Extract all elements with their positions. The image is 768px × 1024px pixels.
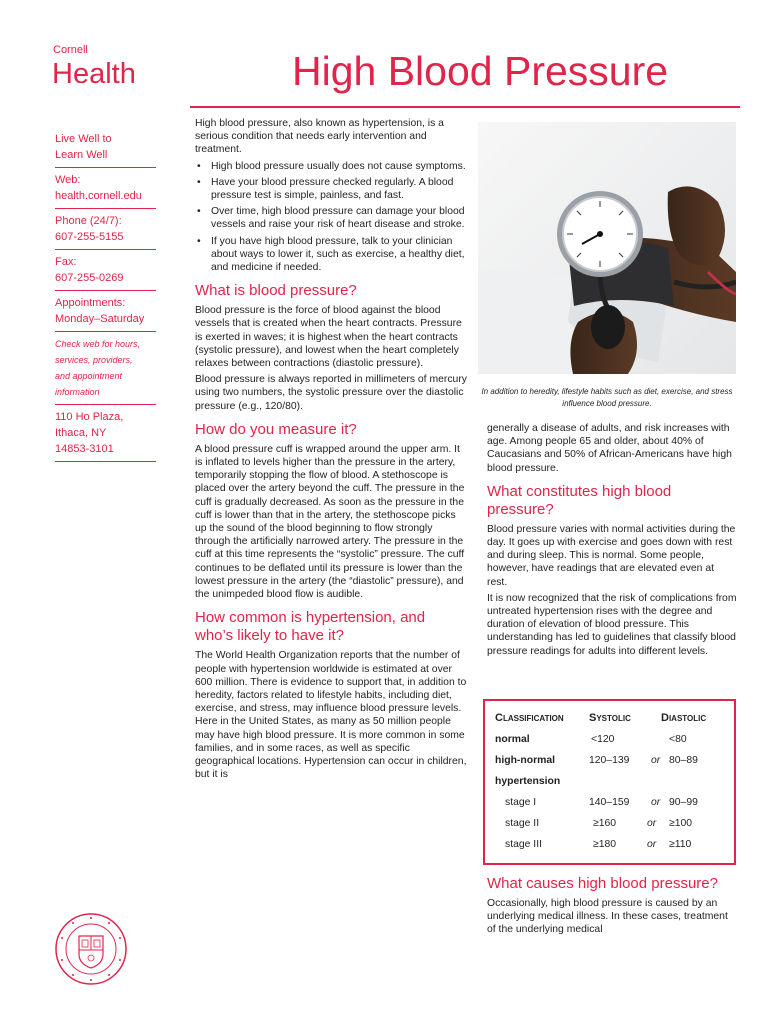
sidebar-note-line: and appointment [55, 371, 123, 381]
main-column-left [195, 117, 467, 784]
fax-number: 607-255-0269 [55, 272, 124, 284]
sidebar-web [55, 171, 156, 209]
table-row-label: normal [495, 734, 530, 745]
photo-caption: In addition to heredity, lifestyle habits such as diet, exercise, and stress influence blood pressure. [481, 387, 733, 408]
table-cell-systolic: <120 [591, 734, 615, 745]
sidebar-tagline [55, 130, 156, 168]
page-title: High Blood Pressure [292, 48, 669, 94]
list-item [195, 176, 467, 202]
sidebar-line: Appointments: [55, 297, 126, 309]
table-cell-or: or [647, 839, 657, 850]
sidebar-contact [55, 130, 156, 465]
section-heading-measure: How do you measure it? [195, 420, 357, 438]
sidebar-line: Phone (24/7): [55, 215, 122, 227]
sidebar-note-line: Check web for hours, [55, 339, 141, 349]
table-header-systolic: Systolic [589, 712, 631, 724]
intro-paragraph: High blood pressure, also known as hypertension, is a serious condition that needs early intervention and treatment. [195, 118, 444, 156]
table-cell-or: or [651, 797, 661, 808]
web-link[interactable]: health.cornell.edu [55, 190, 142, 202]
bullet-icon: • [197, 235, 201, 247]
table-cell-or: or [647, 818, 657, 829]
sidebar-address [55, 408, 156, 462]
list-item [195, 205, 467, 231]
list-item-text: Over time, high blood pressure can damage your blood vessels and raise your risk of heart disease and stroke. [211, 206, 465, 231]
brand-health-logo: Health [52, 58, 136, 90]
brand-cornell: Cornell [53, 44, 88, 56]
section-heading-causes: What causes high blood pressure? [487, 875, 718, 892]
list-item-text: If you have high blood pressure, talk to your clinician about ways to lower it, such as exercise, a healthy diet, and medicine if needed. [211, 235, 465, 274]
causes-section [487, 873, 737, 940]
section-heading-what-is: What is blood pressure? [195, 282, 357, 300]
bullet-icon: • [197, 160, 201, 172]
key-points-list [195, 160, 467, 275]
sidebar-appointments [55, 294, 156, 332]
table-cell-systolic: ≥160 [593, 818, 617, 829]
sidebar-note-line: information [55, 387, 100, 397]
blood-pressure-photo [478, 122, 736, 374]
paragraph: Blood pressure varies with normal activities during the day. It goes up with exercise and goes down with rest and during sleep. This is normal. Some people, however, have readings that are elevated even at rest. [487, 523, 736, 588]
list-item-text: Have your blood pressure checked regularly. A blood pressure test is simple, painless, and fast. [211, 176, 454, 202]
sidebar-phone [55, 212, 156, 250]
paragraph: The World Health Organization reports that the number of people with hypertension worldwide is estimated at over 600 million. There is evidence to support that, in addition to heredity, factors related to lifestyle habits, including diet, exercise, and stress, may influence blood pressure levels. Here in the United States, as many as 50 million people may have high blood pressure. It is more common in some families, and in some races, as well as specific geographical locations. Hypertension can occur in children, but it is [195, 650, 467, 781]
sidebar-line: 110 Ho Plaza, [55, 411, 124, 423]
list-item-text: High blood pressure usually does not cause symptoms. [211, 160, 466, 172]
sidebar-note-line: services, providers, [55, 355, 133, 365]
table-row-label: high-normal [495, 755, 556, 766]
table-cell-diastolic: <80 [669, 734, 687, 745]
paragraph: A blood pressure cuff is wrapped around the upper arm. It is inflated to levels higher than the pressure in the artery, temporarily stopping the flow of blood. A stethoscope is placed over the artery beyond the cuff. The pressure in the cuff is gradually decreased. As soon as the pressure in the cuff is lower than that in the artery, the stethoscope picks up the sound of the blood beginning to flow strongly through the artificially narrowed artery. The pressure in the cuff at this time represents the “systolic” pressure. The cuff continues to be deflated until its pressure is lower than the lowest pressure in the artery (the “diastolic” pressure), and the unimpeded blood flow is audible. [195, 443, 465, 601]
paragraph: Occasionally, high blood pressure is caused by an underlying medical illness. In these cases, treatment of the underlying medical [487, 898, 728, 936]
sidebar-line: Web: [55, 174, 81, 186]
list-item [195, 160, 467, 173]
table-row-label: stage I [505, 797, 537, 808]
table-row-label: stage II [505, 818, 540, 829]
section-heading-constitutes: What constitutes high blood pressure? [487, 482, 672, 518]
table-cell-systolic: 120–139 [589, 755, 630, 766]
main-column-right [487, 422, 737, 661]
table-cell-systolic: 140–159 [589, 797, 630, 808]
bullet-icon: • [197, 206, 201, 218]
table-cell-diastolic: 90–99 [669, 797, 698, 808]
sidebar-line: Live Well to [55, 133, 112, 145]
table-header-diastolic: Diastolic [661, 712, 707, 724]
table-cell-or: or [651, 755, 661, 766]
sidebar-line: Ithaca, NY [55, 427, 107, 439]
table-cell-diastolic: ≥110 [669, 839, 692, 850]
title-divider [190, 106, 740, 108]
sidebar-line: 14853-3101 [55, 443, 114, 455]
list-item [195, 235, 467, 275]
paragraph: generally a disease of adults, and risk increases with age. Among people 65 and older, about 40% of Caucasians and 50% of African-Americans have high blood pressure. [487, 423, 732, 474]
phone-number: 607-255-5155 [55, 231, 124, 243]
sidebar-line: Monday–Saturday [55, 313, 145, 325]
bullet-icon: • [197, 176, 201, 188]
blood-pressure-gauge-icon [478, 122, 736, 374]
paragraph: Blood pressure is always reported in millimeters of mercury using two numbers, the systolic pressure over the diastolic pressure (e.g., 120/80). [195, 374, 467, 412]
paragraph: Blood pressure is the force of blood against the blood vessels that is created when the heart contracts. Pressure is exerted in waves; it is highest when the heart contracts (systolic pressure), and lowest when the heart completely relaxes between contractions (diastolic pressure). [195, 305, 462, 370]
cornell-seal-icon [54, 912, 128, 986]
sidebar-note [55, 335, 156, 405]
table-cell-diastolic: ≥100 [669, 818, 693, 829]
sidebar-line: Fax: [55, 256, 77, 268]
table-header-classification: Classification [495, 712, 564, 724]
section-heading-common: How common is hypertension, and who’s likely to have it? [195, 609, 426, 645]
classification-table [483, 699, 736, 865]
table-cell-systolic: ≥180 [593, 839, 617, 850]
table-row-label: stage III [505, 839, 542, 850]
paragraph: It is now recognized that the risk of complications from untreated hypertension rises with the degree and duration of elevation of blood pressure. This understanding has led to guidelines that classify blood pressure readings for adults into different levels. [487, 592, 737, 657]
table-cell-diastolic: 80–89 [669, 755, 698, 766]
sidebar-line: Learn Well [55, 149, 108, 161]
sidebar-fax [55, 253, 156, 291]
table-row-label: hypertension [495, 776, 561, 787]
